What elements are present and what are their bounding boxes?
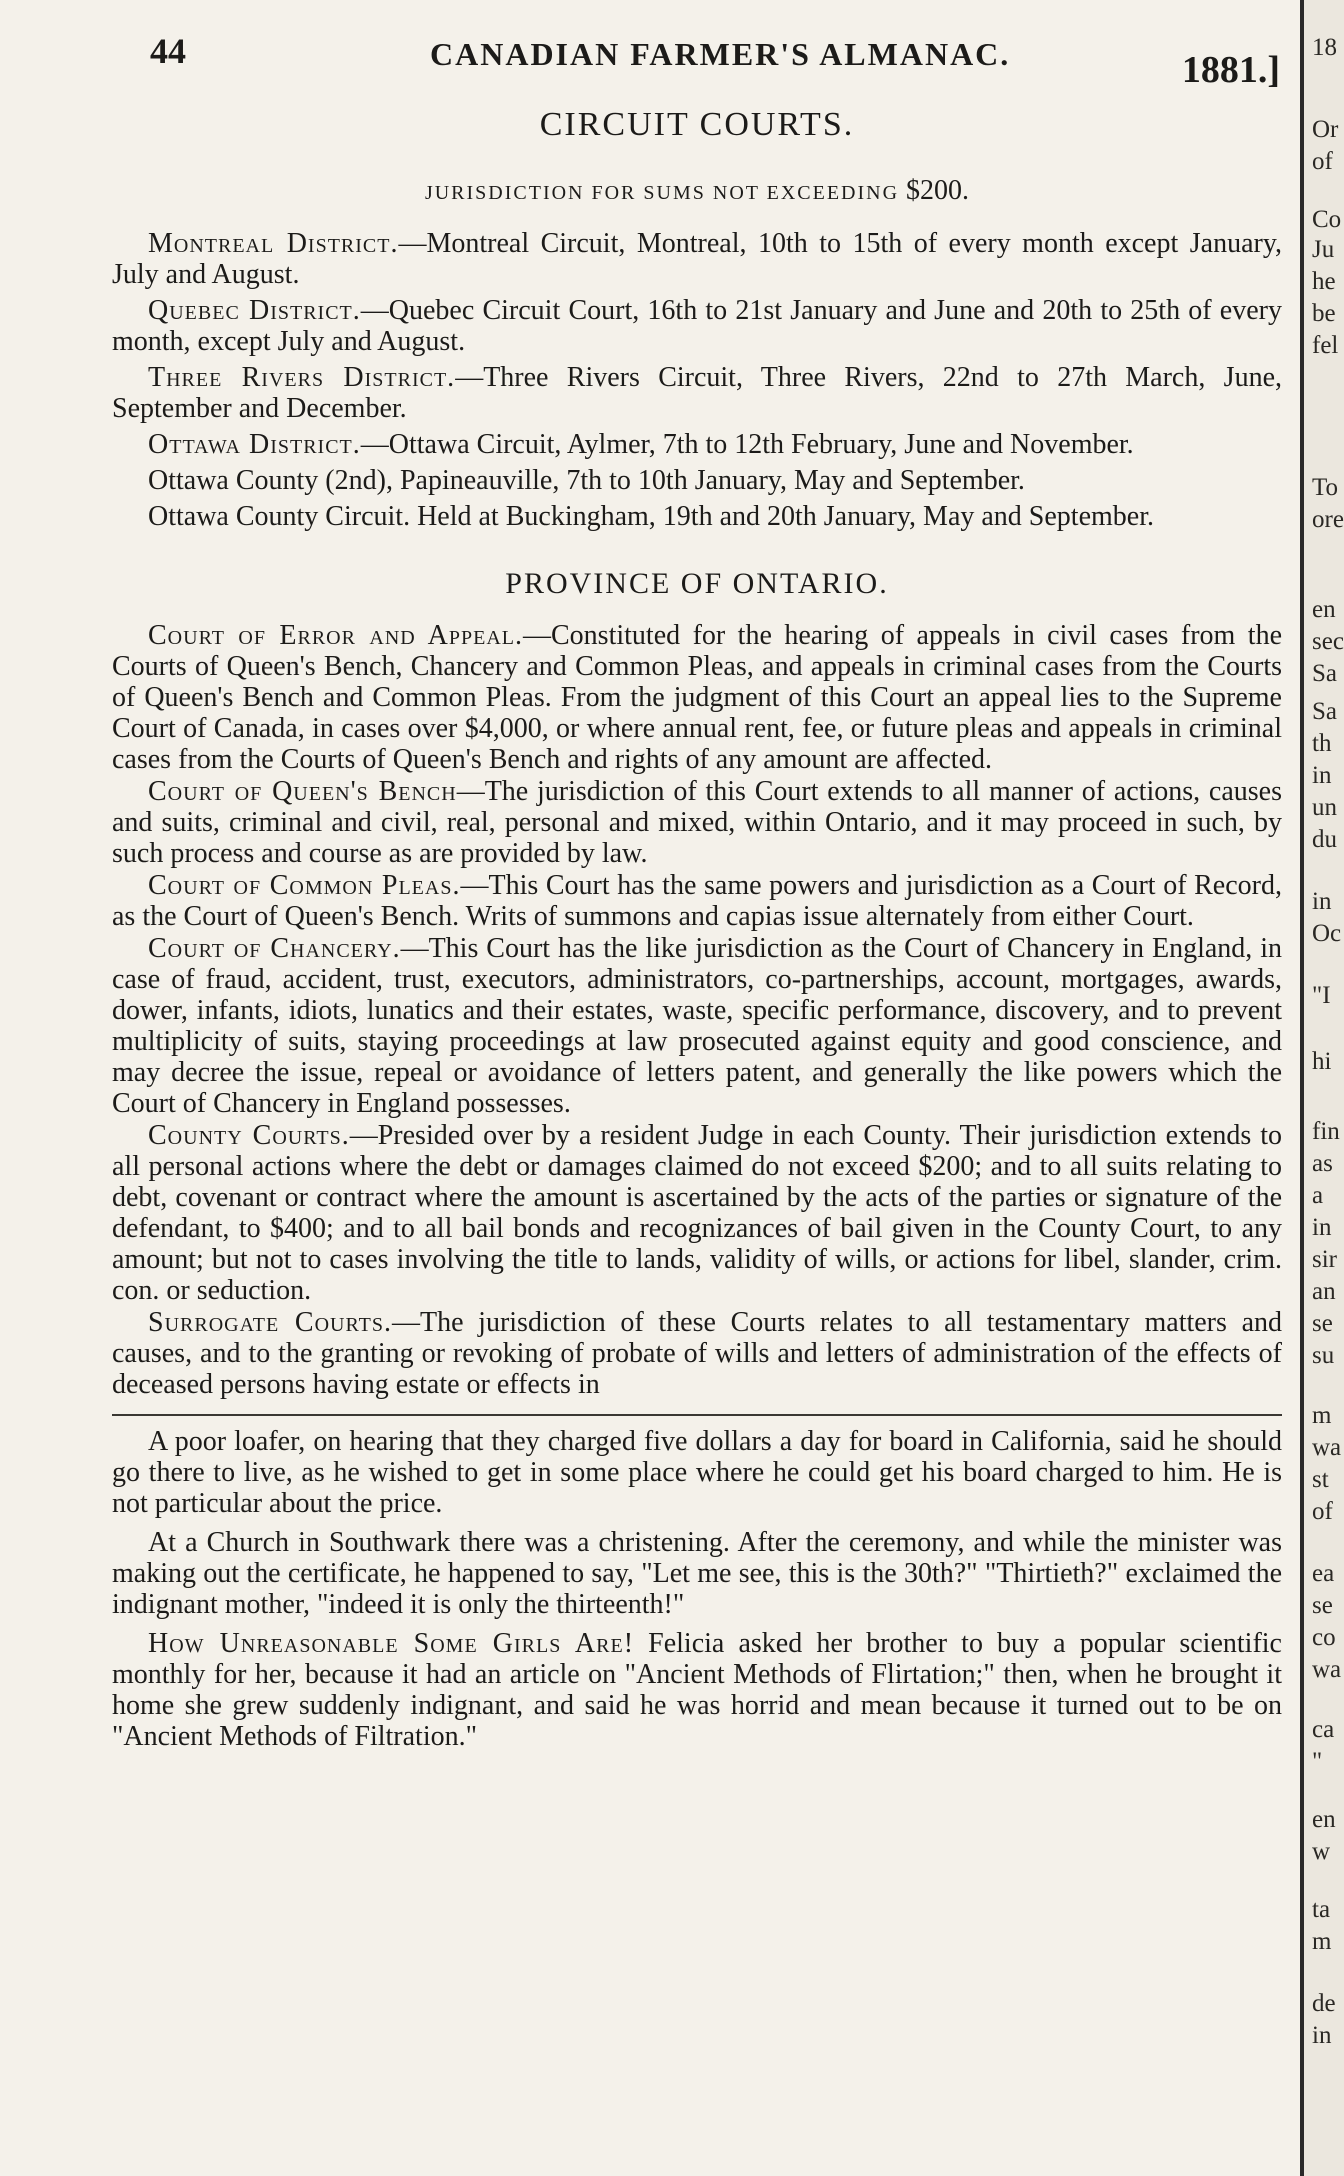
entry-text: Ottawa County (2nd), Papineauville, 7th to 10th January, May and September. [148, 465, 1025, 496]
entry-text: —Three Rivers Circuit, Three Rivers, 22nd to 27th March, June, September and December. [112, 362, 1282, 424]
facing-page-fragment: un [1312, 794, 1337, 821]
court-entry [112, 870, 1282, 932]
facing-page-fragment: Oc [1312, 920, 1342, 947]
entry-lead: Ottawa District. [148, 429, 361, 460]
facing-page-fragment: To [1312, 474, 1339, 501]
entry-lead: Quebec District. [148, 295, 361, 326]
circuit-entry [112, 501, 1282, 532]
anecdote-text: A poor loafer, on hearing that they charged five dollars a day for board in California, said he should go there to live, as he wished to get in some place where he could get his board charged to him. He is not particular about the price. [112, 1426, 1282, 1519]
facing-page-fragment: sir [1312, 1246, 1337, 1273]
facing-page-fragment: Sa [1312, 698, 1337, 725]
facing-page-fragment: Or [1312, 116, 1339, 143]
entry-text: —Presided over by a resident Judge in each County. Their jurisdiction extends to all personal actions where the debt or damages claimed do not exceed $200; and to all suits relating to debt, covenant or contract where the amount is ascertained by the acts of the parties or signature of the defendant, to $400; and to all bail bonds and recognizances of bail given in the County Court, to any amount; but not to cases involving the title to lands, validity of wills, or actions for libel, slander, crim. con. or seduction. [112, 1120, 1282, 1306]
facing-page-fragment: a [1312, 1182, 1324, 1209]
facing-page-fragment: "I [1312, 982, 1331, 1009]
entry-lead: Three Rivers District. [148, 362, 456, 393]
anecdote [112, 1426, 1282, 1519]
facing-page-fragment: of [1312, 1498, 1333, 1525]
circuit-entry [112, 465, 1282, 496]
circuit-courts-list [112, 228, 1282, 532]
facing-page-fragment: wa [1312, 1434, 1342, 1461]
court-entry [112, 620, 1282, 775]
facing-page-fragment: of [1312, 148, 1333, 175]
entry-text: —Ottawa Circuit, Aylmer, 7th to 12th February, June and November. [360, 429, 1134, 460]
circuit-courts-subtitle [112, 175, 1282, 206]
section-divider [112, 1414, 1282, 1416]
facing-page-fragment: hi [1312, 1048, 1332, 1075]
facing-page-fragment: in [1312, 1214, 1332, 1241]
entry-lead: Court of Queen's Bench [148, 776, 457, 807]
entry-text: —This Court has the like jurisdiction as the Court of Chancery in England, in case of fraud, accident, trust, executors, administrators, co-partnerships, account, mortgages, awards, dower, infants, idiots, lunatics and their estates, waste, specific performance, discovery, and to prevent multiplicity of suits, staying proceedings at law prosecuted against equity and good conscience, and may decree the issue, repeal or avoidance of letters patent, and generally the like powers which the Court of Chancery in England possesses. [112, 933, 1282, 1119]
facing-page-fragment: fel [1312, 332, 1339, 359]
facing-page-fragment: he [1312, 268, 1336, 295]
court-entry [112, 933, 1282, 1119]
entry-text: —The jurisdiction of these Courts relates to all testamentary matters and causes, and to the granting or revoking of probate of wills and letters of administration of the effects of deceased persons having estate or effects in [112, 1307, 1282, 1400]
entry-text: —This Court has the same powers and jurisdiction as a Court of Record, as the Court of Queen's Bench. Writs of summons and capias issue alternately from either Court. [112, 870, 1282, 932]
facing-page-fragment: en [1312, 596, 1336, 623]
facing-page-edge [1300, 0, 1344, 2176]
entry-lead: Court of Error and Appeal. [148, 620, 523, 651]
anecdote-lead: How Unreasonable Some Girls Are! [148, 1628, 635, 1659]
facing-page-fragment: Ju [1312, 236, 1335, 263]
court-entry [112, 1307, 1282, 1400]
court-entry [112, 1120, 1282, 1306]
facing-page-fragment: se [1312, 1592, 1333, 1619]
subtitle-text: JURISDICTION FOR SUMS NOT EXCEEDING [424, 182, 900, 204]
facing-page-fragment: sec [1312, 628, 1344, 655]
page-number: 44 [150, 31, 186, 71]
facing-page-fragment: ta [1312, 1896, 1331, 1923]
circuit-entry [112, 429, 1282, 460]
subtitle-amount: $200. [906, 175, 970, 206]
facing-page-fragment: 18 [1312, 34, 1337, 61]
facing-page-fragment: be [1312, 300, 1336, 327]
facing-page-fragment: wa [1312, 1656, 1342, 1683]
year-label: 1881.] [1181, 49, 1280, 91]
facing-page-fragment: w [1312, 1838, 1331, 1865]
entry-text: —Constituted for the hearing of appeals in civil cases from the Courts of Queen's Bench, Chancery and Common Pleas, and appeals in criminal cases from the Courts of Queen's Bench and Common Pleas. From the judgment of this Court an appeal lies to the Supreme Court of Canada, in cases over $4,000, or where annual rent, fee, or future pleas and appeals in criminal cases from the Courts of Queen's Bench and rights of any amount are affected. [112, 620, 1282, 775]
facing-page-fragment: m [1312, 1928, 1332, 1955]
anecdote [112, 1628, 1282, 1752]
court-entry [112, 776, 1282, 869]
running-title: CANADIAN FARMER'S ALMANAC. [430, 36, 1011, 72]
facing-page-fragment: Sa [1312, 660, 1337, 687]
entry-lead: Court of Common Pleas. [148, 870, 461, 901]
facing-page-fragment: as [1312, 1150, 1333, 1177]
ontario-courts-list [112, 620, 1282, 1400]
entry-lead: Court of Chancery. [148, 933, 401, 964]
entry-text: —Quebec Circuit Court, 16th to 21st January and June and 20th to 25th of every month, except July and August. [112, 295, 1282, 357]
entry-text: —The jurisdiction of this Court extends to all manner of actions, causes and suits, criminal and civil, real, personal and mixed, within Ontario, and it may proceed in such, by such process and course as are provided by law. [112, 776, 1282, 869]
circuit-entry [112, 228, 1282, 290]
facing-page-fragment: in [1312, 2022, 1332, 2049]
facing-page-fragment: se [1312, 1310, 1333, 1337]
circuit-courts-title: CIRCUIT COURTS. [539, 106, 855, 143]
facing-page-fragment: in [1312, 762, 1332, 789]
circuit-entry [112, 362, 1282, 424]
facing-page-fragment: du [1312, 826, 1337, 853]
facing-page-fragment: an [1312, 1278, 1336, 1305]
entry-text: —Montreal Circuit, Montreal, 10th to 15th of every month except January, July and August. [112, 228, 1282, 290]
facing-page-fragment: ca [1312, 1716, 1335, 1743]
facing-page-fragment: th [1312, 730, 1332, 757]
facing-page-fragment: fin [1312, 1118, 1340, 1145]
anecdote-text: At a Church in Southwark there was a christening. After the ceremony, and while the minister was making out the certificate, he happened to say, "Let me see, this is the 30th?" "Thirtieth?" exclaimed the indignant mother, "indeed it is only the thirteenth!" [112, 1527, 1282, 1620]
anecdotes-list [112, 1426, 1282, 1752]
facing-page-fragment: de [1312, 1990, 1336, 2017]
running-header [150, 22, 1280, 91]
facing-page-fragment: st [1312, 1466, 1329, 1493]
entry-lead: County Courts. [148, 1120, 350, 1151]
anecdote [112, 1527, 1282, 1620]
facing-page-fragment: su [1312, 1342, 1335, 1369]
page-content [112, 104, 1282, 1760]
facing-page-fragment: in [1312, 888, 1332, 915]
province-ontario-title: PROVINCE OF ONTARIO. [505, 567, 889, 600]
entry-lead: Montreal District. [148, 228, 399, 259]
entry-text: Ottawa County Circuit. Held at Buckingham, 19th and 20th January, May and September. [148, 501, 1154, 532]
facing-page-fragment: " [1312, 1748, 1323, 1775]
facing-page-fragment: co [1312, 1624, 1336, 1651]
facing-page-fragment: m [1312, 1402, 1332, 1429]
facing-page-fragment: ore [1312, 506, 1344, 533]
facing-page-fragment: en [1312, 1806, 1336, 1833]
circuit-entry [112, 295, 1282, 357]
anecdote-text: Felicia asked her brother to buy a popular scientific monthly for her, because it had an article on "Ancient Methods of Flirtation;" then, when he brought it home she grew suddenly indignant, and said he was horrid and mean because it turned out to be on "Ancient Methods of Filtration." [112, 1628, 1282, 1752]
entry-lead: Surrogate Courts. [148, 1307, 392, 1338]
facing-page-fragment: Co [1312, 206, 1342, 233]
facing-page-fragment: ea [1312, 1560, 1335, 1587]
